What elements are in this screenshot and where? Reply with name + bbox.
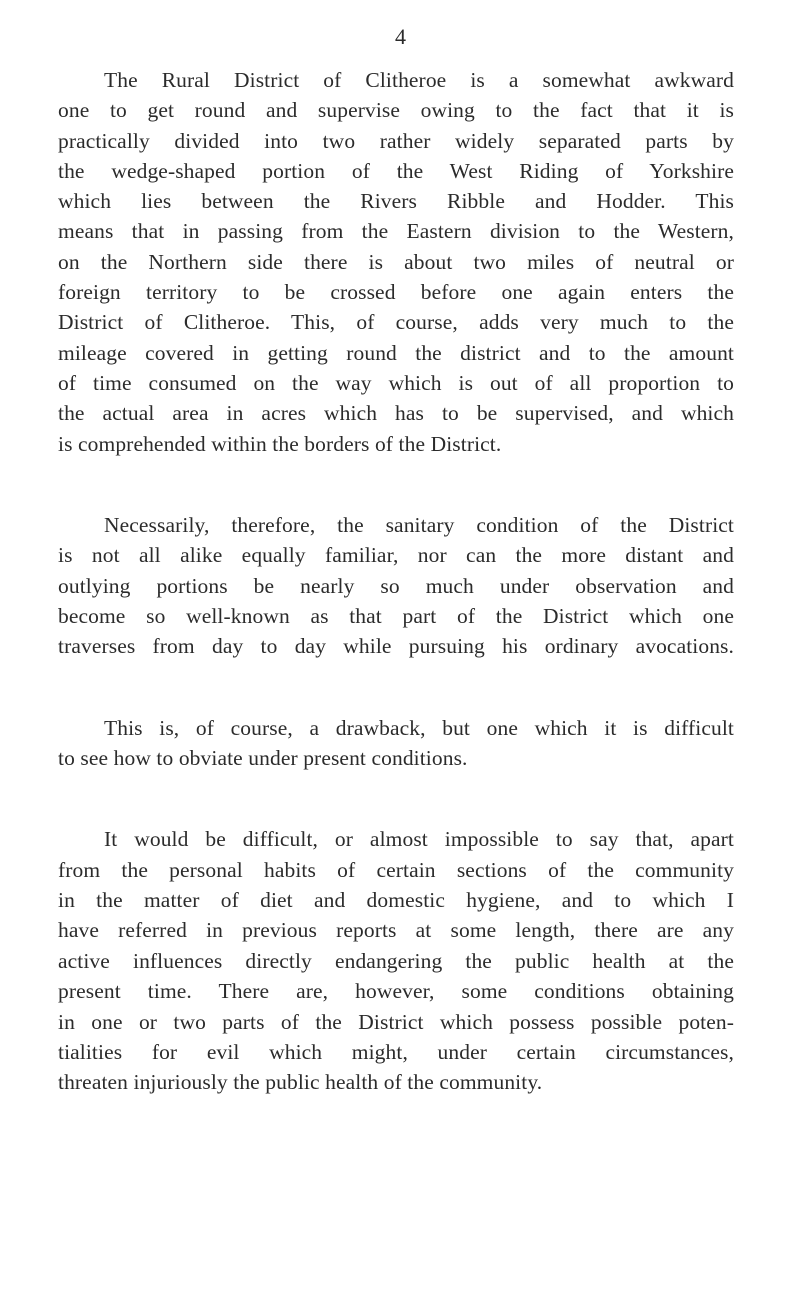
text-line: is comprehended within the borders of the District. [58,432,502,456]
text-line: the wedge-shaped portion of the West Riding of Yorkshire [58,159,734,183]
text-line: in the matter of diet and domestic hygiene, and to which I [58,888,734,912]
text-line: one to get round and supervise owing to the fact that it is [58,98,734,122]
page-number: 4 [395,24,406,49]
text-line: means that in passing from the Eastern division to the Western, [58,219,734,243]
text-line: District of Clitheroe. This, of course, adds very much to the [58,310,734,334]
text-line: traverses from day to day while pursuing his ordinary avocations. [58,634,734,658]
text-line: This is, of course, a drawback, but one which it is difficult [104,716,734,740]
text-line: active influences directly endangering the public health at the [58,949,734,973]
text-line: practically divided into two rather widely separated parts by [58,129,734,153]
text-line: from the personal habits of certain sections of the community [58,858,734,882]
text-line: on the Northern side there is about two miles of neutral or [58,250,734,274]
text-line: the actual area in acres which has to be supervised, and which [58,401,734,425]
text-line: present time. There are, however, some conditions obtaining [58,979,734,1003]
text-line: is not all alike equally familiar, nor can the more distant and [58,543,734,567]
text-line: tialities for evil which might, under certain circumstances, [58,1040,734,1064]
text-line: of time consumed on the way which is out of all proportion to [58,371,734,395]
text-line: It would be difficult, or almost impossible to say that, apart [104,827,734,851]
text-line: foreign territory to be crossed before one again enters the [58,280,734,304]
text-line: to see how to obviate under present conditions. [58,746,468,770]
text-line: which lies between the Rivers Ribble and Hodder. This [58,189,734,213]
text-line: mileage covered in getting round the district and to the amount [58,341,734,365]
text-line: in one or two parts of the District which possess possible poten- [58,1010,734,1034]
text-line: outlying portions be nearly so much under observation and [58,574,734,598]
text-line: become so well-known as that part of the District which one [58,604,734,628]
text-line: Necessarily, therefore, the sanitary condition of the District [104,513,734,537]
text-line: threaten injuriously the public health of the community. [58,1070,543,1094]
text-line: have referred in previous reports at some length, there are any [58,918,734,942]
text-line: The Rural District of Clitheroe is a somewhat awkward [104,68,734,92]
